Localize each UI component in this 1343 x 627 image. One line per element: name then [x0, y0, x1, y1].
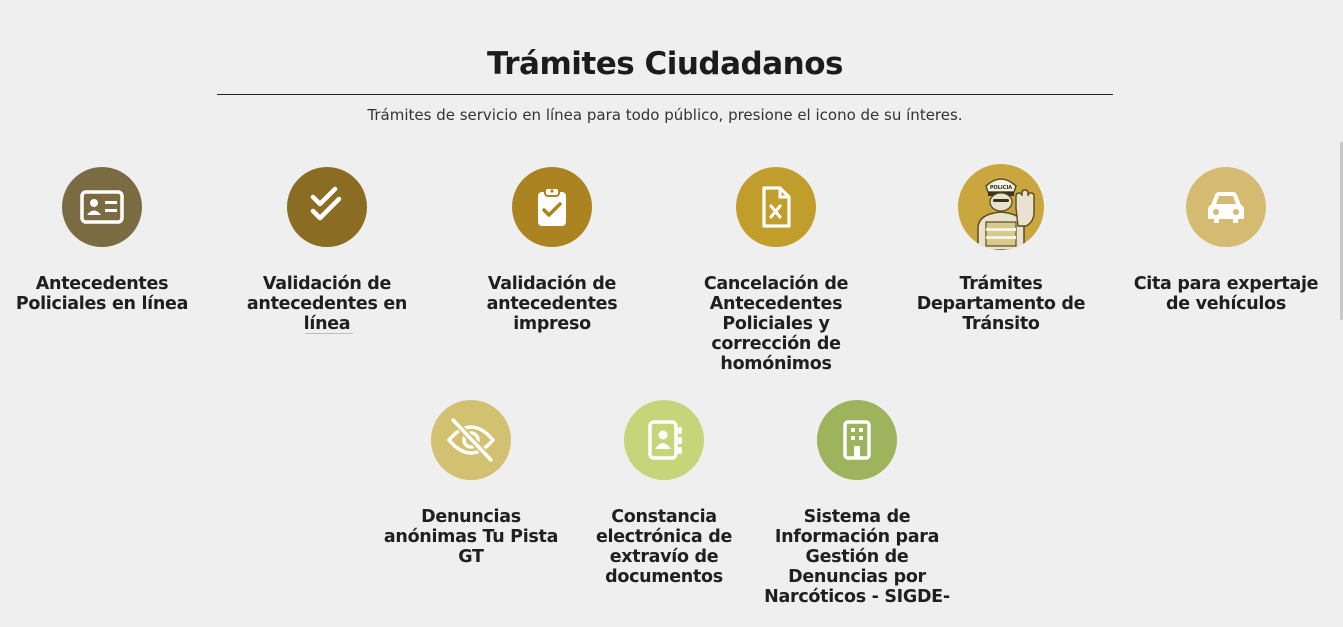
car-icon — [1202, 183, 1250, 231]
service-label[interactable]: Validación de antecedentes en línea — [246, 274, 408, 334]
double-check-icon — [304, 184, 350, 230]
service-label[interactable]: Sistema de Información para Gestión de Denuncias por Narcóticos - SIGDE- — [764, 507, 950, 607]
service-icon-circle[interactable] — [62, 167, 142, 247]
contact-book-icon — [641, 417, 687, 463]
clipboard-check-icon — [529, 184, 575, 230]
officer-cap-text: POLICIA — [989, 185, 1013, 191]
service-transito[interactable] — [903, 167, 1099, 334]
service-label[interactable]: Antecedentes Policiales en línea — [15, 274, 189, 314]
id-card-icon — [79, 184, 125, 230]
link-underline — [305, 333, 353, 334]
service-label[interactable]: Cita para expertaje de vehículos — [1133, 274, 1319, 314]
title-divider — [217, 94, 1113, 95]
service-label[interactable]: Validación de antecedentes impreso — [486, 274, 618, 334]
service-expertaje-vehiculos[interactable] — [1128, 167, 1324, 314]
service-label[interactable]: Constancia electrónica de extravío de documentos — [595, 507, 733, 587]
service-icon-circle[interactable] — [817, 400, 897, 480]
service-icon-circle[interactable] — [958, 164, 1044, 250]
service-icon-circle[interactable] — [624, 400, 704, 480]
service-icon-circle[interactable] — [287, 167, 367, 247]
service-icon-circle[interactable] — [736, 167, 816, 247]
service-validacion-impreso[interactable] — [454, 167, 650, 334]
file-x-icon — [753, 184, 799, 230]
service-label[interactable]: Cancelación de Antecedentes Policiales y corrección de homónimos — [703, 274, 849, 374]
service-denuncias-anonimas[interactable] — [373, 400, 569, 567]
service-validacion-en-linea[interactable] — [229, 167, 425, 334]
traffic-officer-icon — [958, 164, 1044, 250]
service-label[interactable]: Denuncias anónimas Tu Pista GT — [383, 507, 559, 567]
service-icon-circle[interactable] — [512, 167, 592, 247]
service-label[interactable]: Trámites Departamento de Tránsito — [916, 274, 1086, 334]
building-icon — [834, 417, 880, 463]
service-constancia-extravio[interactable] — [566, 400, 762, 587]
eye-slash-icon — [444, 413, 498, 467]
service-sigde[interactable] — [759, 400, 955, 607]
service-icon-circle[interactable] — [1186, 167, 1266, 247]
service-icon-circle[interactable] — [431, 400, 511, 480]
service-antecedentes-policiales[interactable] — [4, 167, 200, 314]
section-title: Trámites Ciudadanos — [487, 46, 843, 82]
section-subtitle: Trámites de servicio en línea para todo público, presione el icono de su ínteres. — [367, 106, 963, 124]
service-cancelacion-antecedentes[interactable] — [678, 167, 874, 374]
